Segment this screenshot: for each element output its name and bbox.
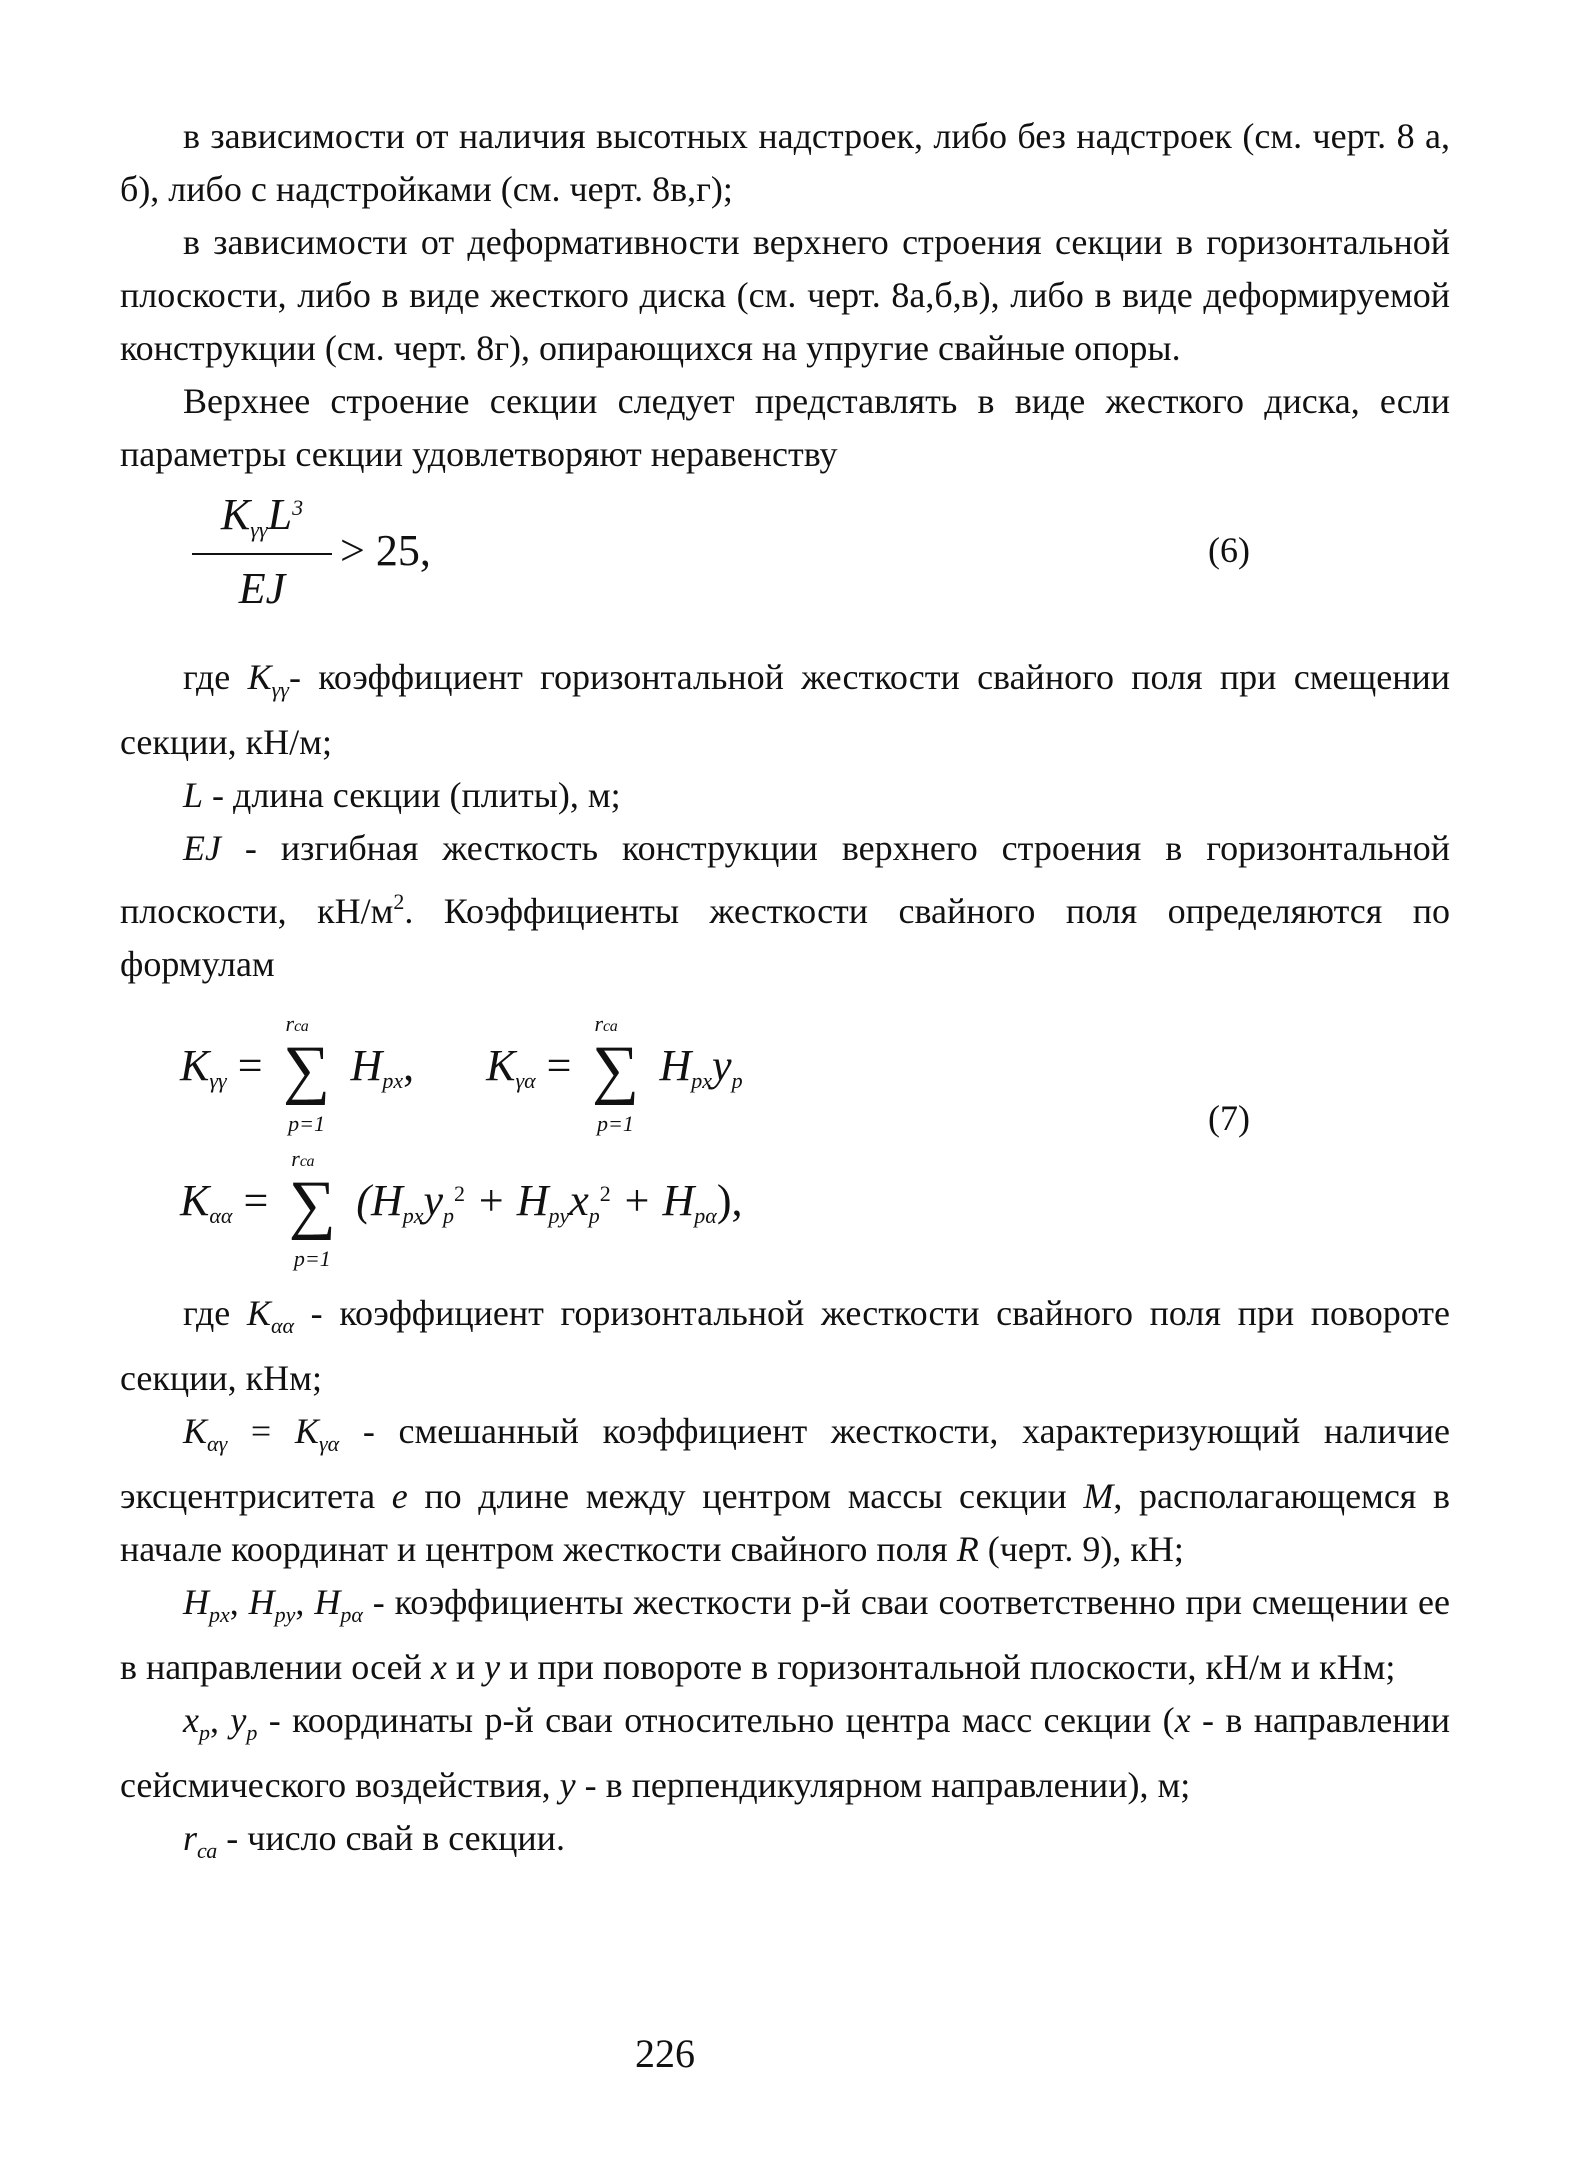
paragraph-2: в зависимости от деформативности верхнего строения секции в горизонтальной плоскости, либо в виде жесткого диска (см. черт. 8а,б,в), либо в виде деформируемой конструкции (см. черт. 8г), опирающихся на упругие свайные опоры. <box>120 222 1450 368</box>
definition-h: $H_{px}$, $H_{py}$, $H_{p\alpha}$ - коэффициенты жесткости p-й сваи соответственно при смещении ее в направлении осей x и y и при повороте в горизонтальной плоскости, кН/м и кНм; <box>120 1582 1451 1687</box>
paragraph-3: Верхнее строение секции следует представлять в виде жесткого диска, если параметры секции удовлетворяют неравенству <box>120 381 1450 474</box>
page-number: 226 <box>635 2031 695 2076</box>
formula-7-number: (7) <box>1208 1098 1250 1138</box>
definition-kyy: где $K_{\gamma\gamma}-$ коэффициент горизонтальной жесткости свайного поля при смещении секции, кН/м; <box>120 657 1450 762</box>
formula-7-line-2: $K_{\alpha\alpha}$ = rса ∑ p=1 $(H_{px}y_p^2 + H_{py}x_p^2 + H_{p\alpha})$, <box>180 1146 743 1271</box>
formula-6 <box>120 481 1450 651</box>
definition-l: L - длина секции (плиты), м; <box>183 775 621 815</box>
document-page <box>120 110 1450 1877</box>
paragraph-1: в зависимости от наличия высотных надстроек, либо без надстроек (см. черт. 8 а, б), либо с надстройками (см. черт. 8в,г); <box>120 116 1450 209</box>
formula-6-numerator: $K_{\gamma\gamma}L^3$ <box>220 490 304 542</box>
formula-6-denominator: EJ <box>238 564 286 613</box>
summation-sign: rса ∑ p=1 <box>283 1011 331 1136</box>
summation-sign: rса ∑ p=1 <box>288 1146 336 1271</box>
fraction-bar <box>192 553 332 555</box>
formula-6-number: (6) <box>1208 530 1250 570</box>
formula-7 <box>120 997 1450 1277</box>
summation-sign: rса ∑ p=1 <box>591 1011 640 1136</box>
formula-6-relation: > 25, <box>340 526 431 575</box>
definition-ej: EJ - изгибная жесткость конструкции верхнего строения в горизонтальной плоскости, $кН/м^2$. Коэффициенты жесткости свайного поля определяются по формулам <box>120 828 1450 984</box>
definition-xy: $x_p$, $y_p$ - координаты p-й сваи относительно центра масс секции (x - в направлении сейсмического воздействия, y - в перпендикулярном направлении), м; <box>120 1700 1451 1805</box>
definition-r: $r_{са}$ - число свай в секции. <box>183 1818 565 1863</box>
definition-kaa: где $K_{\alpha\alpha}$ - коэффициент горизонтальной жесткости свайного поля при повороте секции, кНм; <box>120 1293 1450 1398</box>
formula-7-line-1: $K_{\gamma\gamma}$ = rса ∑ p=1 $H_{px}$, $K_{\gamma\alpha}$ = rса ∑ p=1 $H_{px}y_p$ <box>180 1011 743 1136</box>
definition-kay: $K_{\alpha\gamma} = K_{\gamma\alpha}$ - смешанный коэффициент жесткости, характеризующий наличие эксцентриситета e по длине между центром массы секции M, располагающемся в начале координат и центром жесткости свайного поля R (черт. 9), кН; <box>120 1411 1451 1569</box>
